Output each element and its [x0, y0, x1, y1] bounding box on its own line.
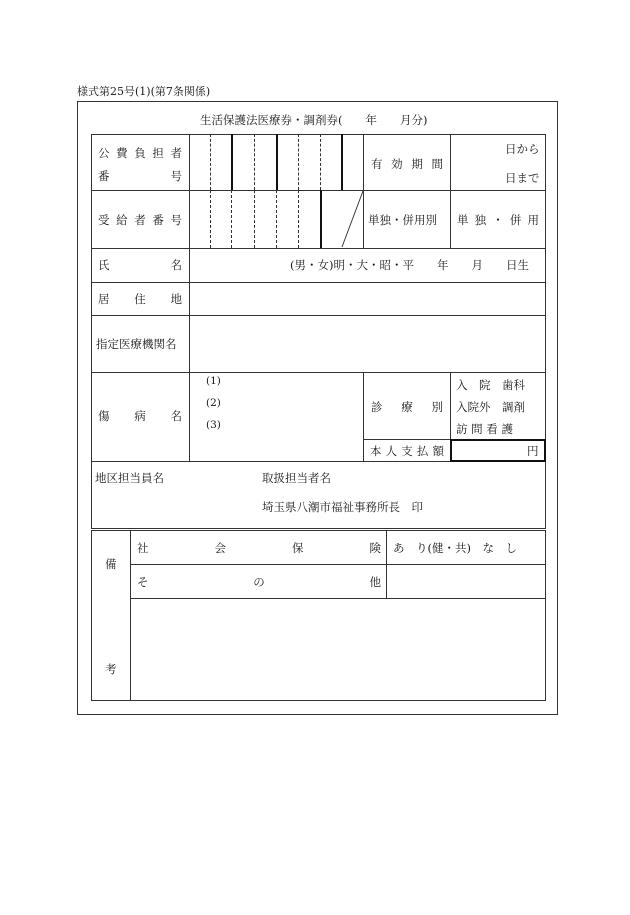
form-number: 様式第25号(1)(第7条関係) [77, 85, 211, 98]
care-type-2: 入院外 調剤 [456, 400, 525, 414]
combined-value: 単 独 ・ 併 用 [457, 213, 539, 227]
disease-label: 傷 病 名 [98, 409, 182, 423]
disease-item-3: (3) [206, 419, 221, 431]
payment-unit: 円 [527, 444, 539, 458]
office-signature: 埼玉県八潮市福祉事務所長 印 [262, 500, 423, 514]
main-table [91, 134, 546, 529]
institution-label: 指定医療機関名 [96, 337, 177, 351]
care-label: 診 療 別 [371, 400, 443, 414]
birth-text: (男・女)明・大・昭・平 年 月 日生 [290, 258, 529, 272]
slash-cell [341, 190, 364, 248]
care-type-1: 入 院 歯科 [456, 378, 525, 392]
burden-number-label: 公 費 負 担 者 [98, 146, 182, 160]
disease-item-1: (1) [206, 375, 221, 387]
validity-from: 日から [505, 142, 540, 156]
payment-label: 本 人 支 払 額 [370, 444, 444, 458]
other-label: そ の 他 [137, 575, 381, 589]
handler-label: 取扱担当者名 [262, 471, 331, 485]
remarks-label-bottom: 考 [105, 662, 117, 676]
combined-label: 単独・併用別 [368, 213, 437, 227]
remarks-table [91, 530, 546, 701]
social-insurance-value: あ り(健・共) な し [393, 541, 517, 555]
name-label: 氏 名 [98, 258, 182, 272]
remarks-label-top: 備 [105, 557, 117, 571]
burden-number-label-2: 番 号 [98, 169, 182, 183]
district-label: 地区担当員名 [95, 471, 164, 485]
form-title: 生活保護法医療券・調剤券( 年 月分) [200, 113, 428, 127]
disease-item-2: (2) [206, 397, 221, 409]
recipient-number-label: 受 給 者 番 号 [98, 213, 182, 227]
validity-to: 日まで [505, 171, 540, 185]
care-type-3: 訪 問 看 護 [456, 422, 513, 436]
social-insurance-label: 社 会 保 険 [137, 541, 381, 555]
address-label: 居 住 地 [98, 292, 182, 306]
validity-label: 有 効 期 間 [371, 157, 443, 171]
